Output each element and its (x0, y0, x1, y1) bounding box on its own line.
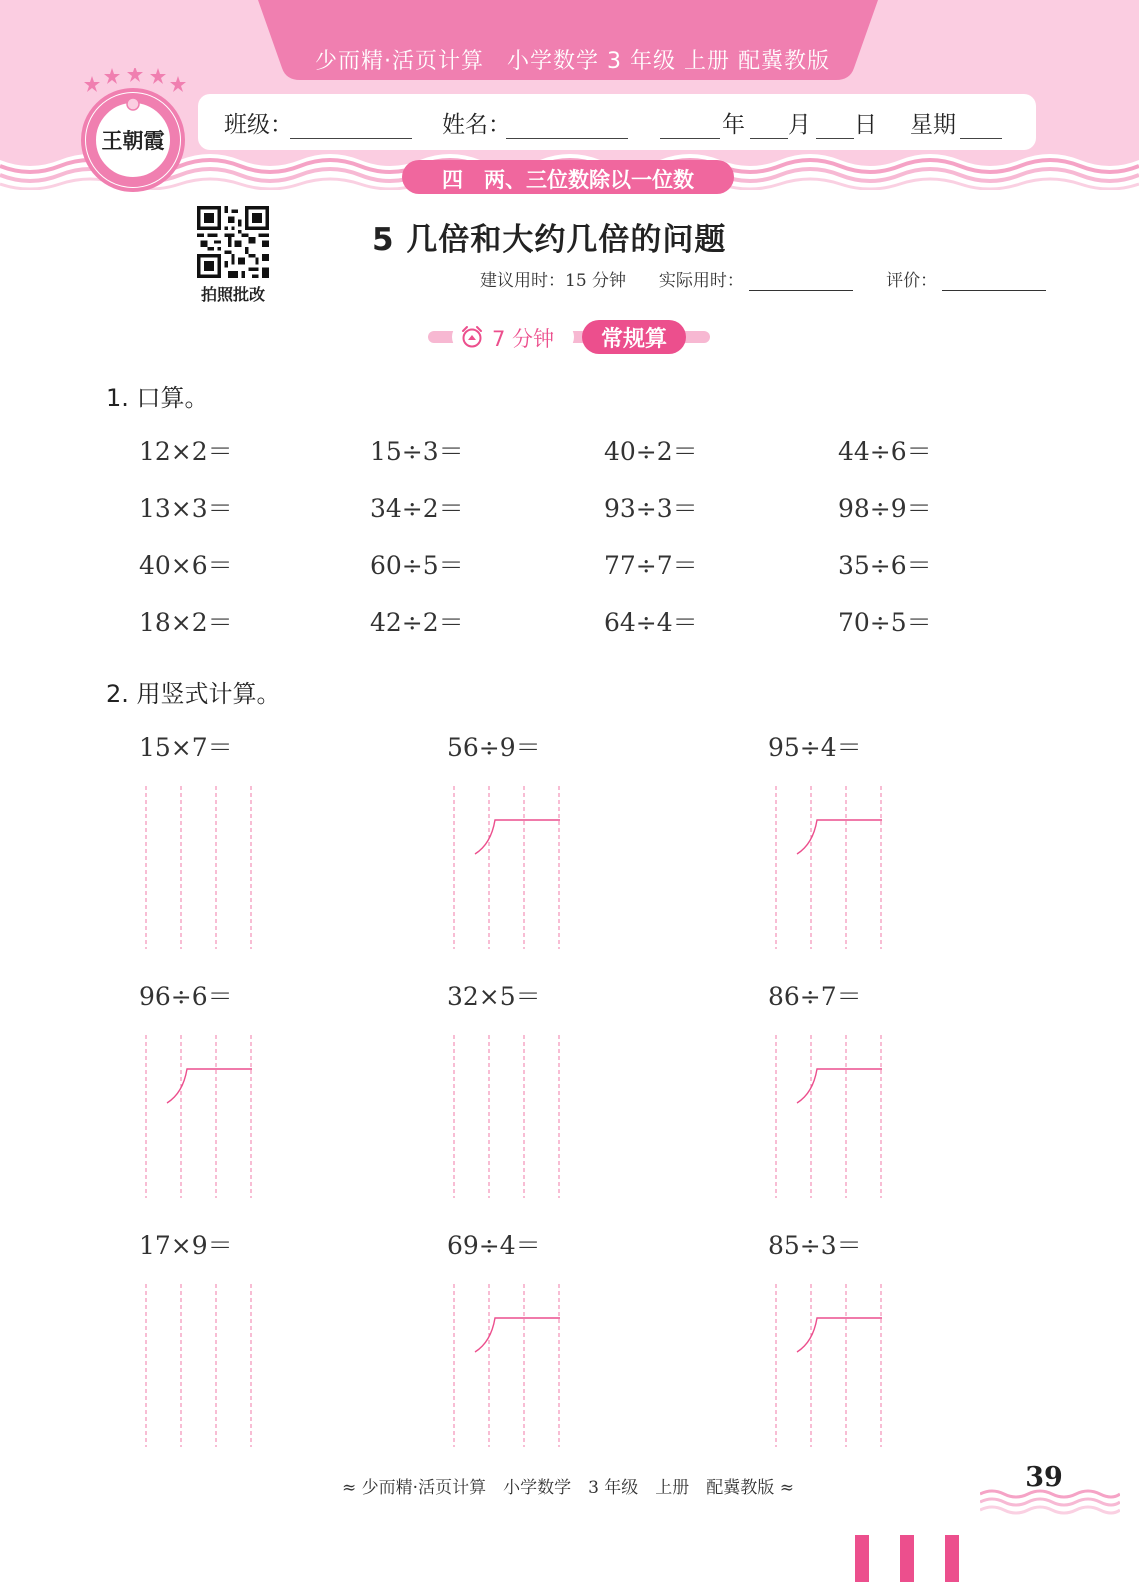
question-1-title: 1. 口算。 (106, 384, 209, 412)
mental-math-item: 15÷3＝ (370, 437, 464, 466)
footer-bar (900, 1535, 914, 1582)
mental-math-item: 93÷3＝ (604, 494, 698, 523)
mental-math-item: 40÷2＝ (604, 437, 698, 466)
page-number: 39 (1025, 1462, 1063, 1493)
vertical-calc-item: 85÷3＝ (768, 1231, 862, 1260)
class-label: 班级： (224, 112, 293, 138)
footer-text: ≈ 少而精·活页计算 小学数学 3 年级 上册 配冀教版 ≈ (342, 1478, 794, 1498)
division-bracket (475, 820, 560, 854)
name-label: 姓名： (442, 112, 511, 138)
work-area[interactable] (775, 786, 885, 951)
division-bracket (797, 1069, 882, 1103)
year-label: 年 (722, 112, 745, 138)
mental-math-item: 42÷2＝ (370, 608, 464, 637)
footer-bar (945, 1535, 959, 1582)
work-area[interactable] (145, 786, 255, 951)
evaluation-field[interactable] (942, 290, 1046, 291)
wangzhaoxia-logo (80, 68, 186, 192)
footer-bar (855, 1535, 869, 1582)
weekday-label: 星期 (910, 112, 956, 138)
mental-math-item: 40×6＝ (139, 551, 233, 580)
mental-math-item: 60÷5＝ (370, 551, 464, 580)
mental-math-item: 18×2＝ (139, 608, 233, 637)
work-area[interactable] (145, 1284, 255, 1449)
work-area[interactable] (453, 1284, 563, 1449)
lesson-title: 5 几倍和大约几倍的问题 (372, 222, 727, 258)
mental-math-item: 70÷5＝ (838, 608, 932, 637)
actual-time-field[interactable] (749, 290, 853, 291)
qr-code-icon[interactable] (195, 206, 271, 278)
year-field[interactable] (660, 138, 720, 139)
work-area[interactable] (453, 786, 563, 951)
work-area[interactable] (775, 1035, 885, 1200)
vertical-calc-item: 56÷9＝ (447, 733, 541, 762)
qr-label: 拍照批改 (200, 285, 265, 304)
vertical-calc-item: 32×5＝ (447, 982, 541, 1011)
question-2-title: 2. 用竖式计算。 (106, 680, 281, 708)
vertical-calc-item: 69÷4＝ (447, 1231, 541, 1260)
time-badge-text: 7 分钟 (492, 327, 555, 351)
mental-math-item: 34÷2＝ (370, 494, 464, 523)
day-label: 日 (854, 112, 877, 138)
work-area[interactable] (145, 1035, 255, 1200)
student-info-box (198, 94, 1036, 150)
mental-math-item: 98÷9＝ (838, 494, 932, 523)
mental-math-item: 12×2＝ (139, 437, 233, 466)
class-field[interactable] (290, 138, 412, 139)
mental-math-item: 13×3＝ (139, 494, 233, 523)
division-bracket (167, 1069, 252, 1103)
vertical-calc-item: 95÷4＝ (768, 733, 862, 762)
vertical-calc-item: 96÷6＝ (139, 982, 233, 1011)
work-area[interactable] (775, 1284, 885, 1449)
month-field[interactable] (750, 138, 788, 139)
work-area[interactable] (453, 1035, 563, 1200)
name-field[interactable] (506, 138, 628, 139)
division-bracket (797, 820, 882, 854)
mental-math-item: 44÷6＝ (838, 437, 932, 466)
logo-text: 王朝霞 (101, 128, 165, 153)
month-label: 月 (788, 112, 811, 138)
mental-math-item: 64÷4＝ (604, 608, 698, 637)
vertical-calc-item: 15×7＝ (139, 733, 233, 762)
division-bracket (475, 1318, 560, 1352)
weekday-field[interactable] (960, 138, 1002, 139)
evaluation-label: 评价： (886, 271, 938, 291)
series-title: 少而精·活页计算 小学数学 3 年级 上册 配冀教版 (315, 49, 830, 74)
day-field[interactable] (816, 138, 854, 139)
mental-math-item: 77÷7＝ (604, 551, 698, 580)
vertical-calc-item: 86÷7＝ (768, 982, 862, 1011)
division-bracket (797, 1318, 882, 1352)
suggested-time: 建议用时：15 分钟 (480, 271, 627, 291)
vertical-calc-item: 17×9＝ (139, 1231, 233, 1260)
type-badge-text: 常规算 (600, 327, 667, 352)
time-row (480, 266, 1046, 291)
unit-title: 四 两、三位数除以一位数 (442, 168, 694, 192)
actual-time-label: 实际用时： (658, 271, 744, 291)
alarm-clock-icon (460, 325, 484, 349)
mental-math-item: 35÷6＝ (838, 551, 932, 580)
